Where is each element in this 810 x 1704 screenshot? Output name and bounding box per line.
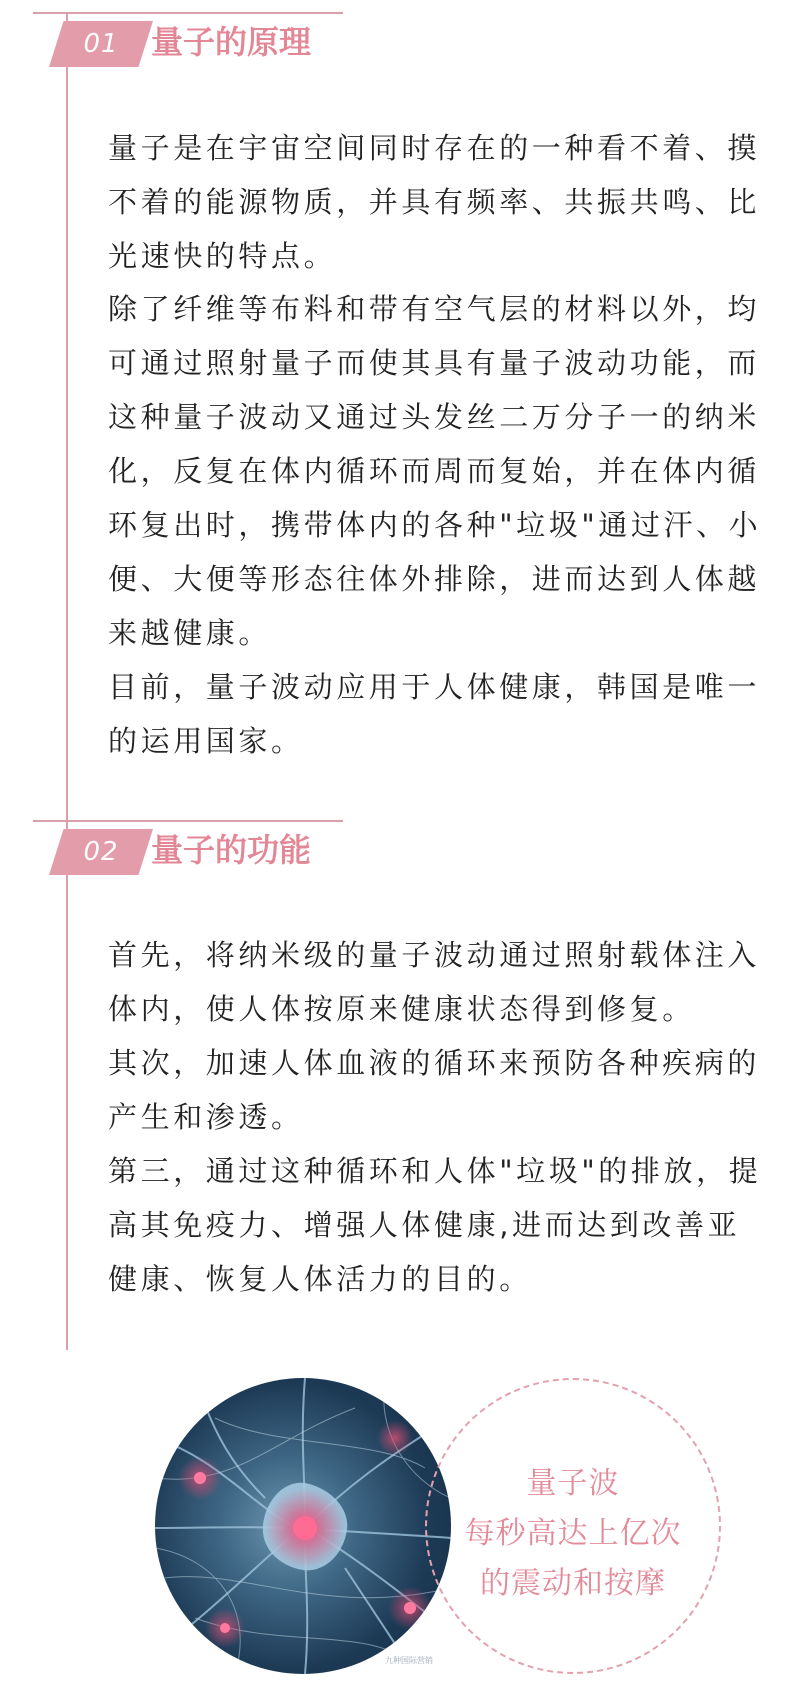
paragraph: 首先，将纳米级的量子波动通过照射载体注入体内，使人体按原来健康状态得到修复。 xyxy=(108,938,761,1026)
paragraph: 除了纤维等布料和带有空气层的材料以外，均可通过照射量子而使其具有量子波动功能，而这种量子波动又通过头发丝二万分子一的纳米化，反复在体内循环而周而复始，并在体内循环复出时，携带体内的各种"垃圾"通过汗、小便、大便等形态往体外排除，进而达到人体越来越健康。 xyxy=(108,292,762,650)
watermark-text: 九种国际营销 xyxy=(385,1656,433,1665)
paragraph: 其次，加速人体血液的循环来预防各种疾病的产生和渗透。 xyxy=(108,1046,761,1134)
callout-line: 量子波 xyxy=(526,1466,620,1501)
neuron-illustration xyxy=(155,1378,451,1674)
section-header-principle xyxy=(33,12,343,72)
section-divider xyxy=(33,820,343,822)
neuron-network-image xyxy=(155,1378,451,1674)
section-title: 量子的功能 xyxy=(151,831,312,869)
section-number: 01 xyxy=(83,29,119,59)
callout-line: 的震动和按摩 xyxy=(480,1566,666,1601)
section-divider xyxy=(33,12,343,14)
paragraph: 第三，通过这种循环和人体"垃圾"的排放，提高其免疫力、增强人体健康,进而达到改善亚健康、恢复人体活力的目的。 xyxy=(108,1154,762,1296)
section-title: 量子的原理 xyxy=(151,23,312,61)
paragraph: 量子是在宇宙空间同时存在的一种看不着、摸不着的能源物质，并具有频率、共振共鸣、比光速快的特点。 xyxy=(108,131,761,273)
section-header-function xyxy=(33,820,343,880)
callout-line: 每秒高达上亿次 xyxy=(464,1516,682,1551)
timeline-line xyxy=(66,12,68,1350)
paragraph: 目前，量子波动应用于人体健康，韩国是唯一的运用国家。 xyxy=(108,670,761,758)
section-number: 02 xyxy=(83,837,119,867)
